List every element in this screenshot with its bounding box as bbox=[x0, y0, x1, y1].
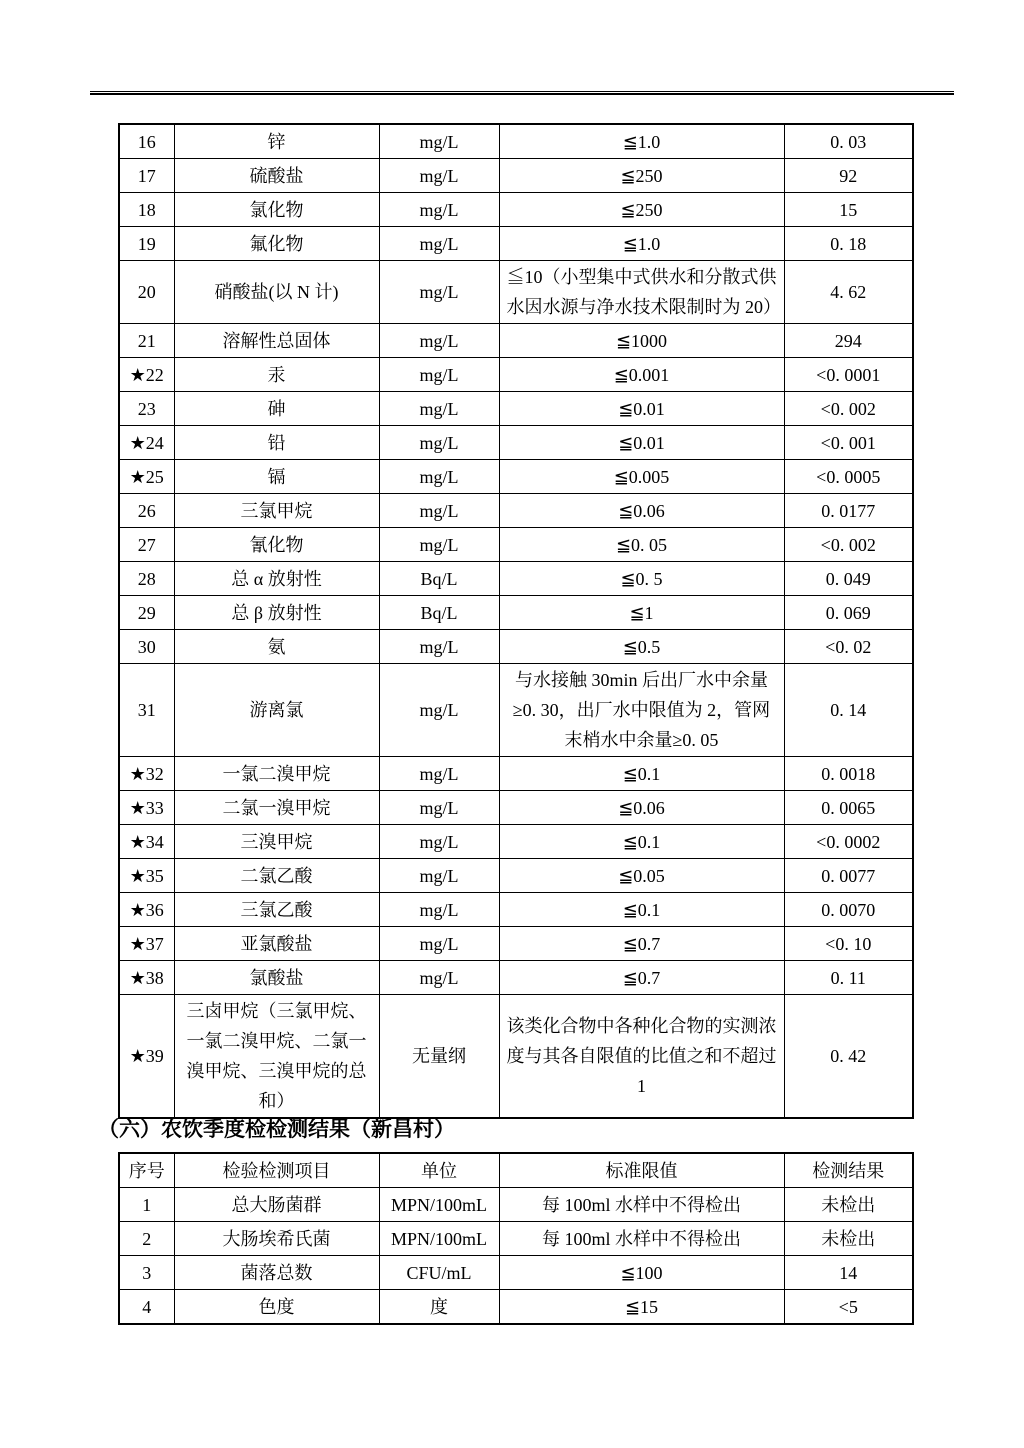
table-row bbox=[119, 392, 913, 426]
row-number-cell: 17 bbox=[119, 159, 174, 193]
table-row bbox=[119, 528, 913, 562]
column-header: 检测结果 bbox=[784, 1153, 913, 1188]
item-cell: 氯化物 bbox=[174, 193, 379, 227]
unit-cell: mg/L bbox=[379, 825, 499, 859]
result-cell: <0. 02 bbox=[784, 630, 913, 664]
table-row bbox=[119, 460, 913, 494]
limit-cell: ≦10（小型集中式供水和分散式供水因水源与净水技术限制时为 20） bbox=[499, 261, 784, 324]
column-header: 标准限值 bbox=[499, 1153, 784, 1188]
row-number-cell: ★37 bbox=[119, 927, 174, 961]
table-row bbox=[119, 859, 913, 893]
table-row bbox=[119, 757, 913, 791]
unit-cell: mg/L bbox=[379, 859, 499, 893]
result-cell: 未检出 bbox=[784, 1222, 913, 1256]
row-number-cell: 18 bbox=[119, 193, 174, 227]
item-cell: 一氯二溴甲烷 bbox=[174, 757, 379, 791]
unit-cell: mg/L bbox=[379, 630, 499, 664]
result-cell: <0. 0002 bbox=[784, 825, 913, 859]
result-cell: 0. 049 bbox=[784, 562, 913, 596]
section-heading: （六）农饮季度检检测结果（新昌村） bbox=[98, 1117, 455, 1141]
result-cell: <0. 001 bbox=[784, 426, 913, 460]
item-cell: 二氯乙酸 bbox=[174, 859, 379, 893]
unit-cell: mg/L bbox=[379, 124, 499, 159]
table-row bbox=[119, 927, 913, 961]
result-cell: <5 bbox=[784, 1290, 913, 1325]
column-header: 单位 bbox=[379, 1153, 499, 1188]
row-number-cell: ★22 bbox=[119, 358, 174, 392]
table-row bbox=[119, 1188, 913, 1222]
item-cell: 汞 bbox=[174, 358, 379, 392]
table-row bbox=[119, 961, 913, 995]
result-cell: <0. 002 bbox=[784, 392, 913, 426]
row-number-cell: ★33 bbox=[119, 791, 174, 825]
table-row bbox=[119, 562, 913, 596]
item-cell: 亚氯酸盐 bbox=[174, 927, 379, 961]
table-row bbox=[119, 426, 913, 460]
result-cell: 0. 0177 bbox=[784, 494, 913, 528]
result-cell: 0. 0065 bbox=[784, 791, 913, 825]
limit-cell: ≦0.05 bbox=[499, 859, 784, 893]
item-cell: 锌 bbox=[174, 124, 379, 159]
limit-cell: 与水接触 30min 后出厂水中余量≥0. 30，出厂水中限值为 2，管网末梢水中余量≥0. 05 bbox=[499, 664, 784, 757]
unit-cell: mg/L bbox=[379, 961, 499, 995]
item-cell: 三卤甲烷（三氯甲烷、一氯二溴甲烷、二氯一溴甲烷、三溴甲烷的总和） bbox=[174, 995, 379, 1119]
unit-cell: 无量纲 bbox=[379, 995, 499, 1119]
item-cell: 总 β 放射性 bbox=[174, 596, 379, 630]
column-header: 检验检测项目 bbox=[174, 1153, 379, 1188]
limit-cell: ≦0.005 bbox=[499, 460, 784, 494]
quarterly-test-table bbox=[118, 1152, 914, 1325]
unit-cell: Bq/L bbox=[379, 596, 499, 630]
result-cell: 0. 42 bbox=[784, 995, 913, 1119]
item-cell: 三氯乙酸 bbox=[174, 893, 379, 927]
unit-cell: mg/L bbox=[379, 261, 499, 324]
result-cell: 0. 18 bbox=[784, 227, 913, 261]
unit-cell: mg/L bbox=[379, 324, 499, 358]
item-cell: 总大肠菌群 bbox=[174, 1188, 379, 1222]
table-row bbox=[119, 1256, 913, 1290]
row-number-cell: ★32 bbox=[119, 757, 174, 791]
limit-cell: 每 100ml 水样中不得检出 bbox=[499, 1188, 784, 1222]
row-number-cell: 28 bbox=[119, 562, 174, 596]
row-number-cell: ★24 bbox=[119, 426, 174, 460]
unit-cell: mg/L bbox=[379, 159, 499, 193]
unit-cell: mg/L bbox=[379, 664, 499, 757]
page-header-rule bbox=[90, 91, 954, 95]
table-row bbox=[119, 596, 913, 630]
row-number-cell: 3 bbox=[119, 1256, 174, 1290]
row-number-cell: 30 bbox=[119, 630, 174, 664]
result-cell: <0. 0001 bbox=[784, 358, 913, 392]
item-cell: 氨 bbox=[174, 630, 379, 664]
item-cell: 氰化物 bbox=[174, 528, 379, 562]
unit-cell: mg/L bbox=[379, 528, 499, 562]
table-row bbox=[119, 261, 913, 324]
unit-cell: mg/L bbox=[379, 358, 499, 392]
row-number-cell: 27 bbox=[119, 528, 174, 562]
result-cell: <0. 0005 bbox=[784, 460, 913, 494]
limit-cell: ≦0.1 bbox=[499, 825, 784, 859]
row-number-cell: ★25 bbox=[119, 460, 174, 494]
row-number-cell: 1 bbox=[119, 1188, 174, 1222]
table-row bbox=[119, 124, 913, 159]
limit-cell: ≦0.1 bbox=[499, 893, 784, 927]
item-cell: 砷 bbox=[174, 392, 379, 426]
limit-cell: ≦100 bbox=[499, 1256, 784, 1290]
row-number-cell: ★34 bbox=[119, 825, 174, 859]
item-cell: 溶解性总固体 bbox=[174, 324, 379, 358]
unit-cell: CFU/mL bbox=[379, 1256, 499, 1290]
row-number-cell: 21 bbox=[119, 324, 174, 358]
unit-cell: mg/L bbox=[379, 460, 499, 494]
table-row bbox=[119, 358, 913, 392]
unit-cell: mg/L bbox=[379, 757, 499, 791]
result-cell: 未检出 bbox=[784, 1188, 913, 1222]
limit-cell: ≦0.001 bbox=[499, 358, 784, 392]
limit-cell: ≦250 bbox=[499, 193, 784, 227]
row-number-cell: ★39 bbox=[119, 995, 174, 1119]
item-cell: 总 α 放射性 bbox=[174, 562, 379, 596]
unit-cell: mg/L bbox=[379, 927, 499, 961]
table-row bbox=[119, 227, 913, 261]
quarterly-table-body bbox=[119, 1188, 913, 1325]
item-cell: 铅 bbox=[174, 426, 379, 460]
unit-cell: MPN/100mL bbox=[379, 1188, 499, 1222]
item-cell: 氟化物 bbox=[174, 227, 379, 261]
item-cell: 菌落总数 bbox=[174, 1256, 379, 1290]
limit-cell: ≦1 bbox=[499, 596, 784, 630]
item-cell: 硝酸盐(以 N 计) bbox=[174, 261, 379, 324]
table-row bbox=[119, 1222, 913, 1256]
result-cell: 0. 0070 bbox=[784, 893, 913, 927]
table-row bbox=[119, 664, 913, 757]
unit-cell: mg/L bbox=[379, 893, 499, 927]
table-row bbox=[119, 159, 913, 193]
table-row bbox=[119, 1290, 913, 1325]
result-cell: 0. 14 bbox=[784, 664, 913, 757]
limit-cell: ≦0.1 bbox=[499, 757, 784, 791]
limit-cell: ≦1000 bbox=[499, 324, 784, 358]
table-row bbox=[119, 995, 913, 1119]
table-row bbox=[119, 630, 913, 664]
item-cell: 二氯一溴甲烷 bbox=[174, 791, 379, 825]
row-number-cell: 16 bbox=[119, 124, 174, 159]
limit-cell: ≦0. 05 bbox=[499, 528, 784, 562]
unit-cell: mg/L bbox=[379, 494, 499, 528]
result-cell: 0. 0077 bbox=[784, 859, 913, 893]
limit-cell: ≦0.5 bbox=[499, 630, 784, 664]
row-number-cell: 19 bbox=[119, 227, 174, 261]
result-cell: 294 bbox=[784, 324, 913, 358]
limit-cell: 该类化合物中各种化合物的实测浓度与其各自限值的比值之和不超过 1 bbox=[499, 995, 784, 1119]
limit-cell: ≦1.0 bbox=[499, 124, 784, 159]
row-number-cell: 23 bbox=[119, 392, 174, 426]
result-cell: 0. 069 bbox=[784, 596, 913, 630]
unit-cell: mg/L bbox=[379, 426, 499, 460]
item-cell: 三溴甲烷 bbox=[174, 825, 379, 859]
row-number-cell: 4 bbox=[119, 1290, 174, 1325]
row-number-cell: ★35 bbox=[119, 859, 174, 893]
item-cell: 游离氯 bbox=[174, 664, 379, 757]
row-number-cell: 20 bbox=[119, 261, 174, 324]
water-quality-table-body bbox=[119, 124, 913, 1118]
limit-cell: ≦0.01 bbox=[499, 392, 784, 426]
unit-cell: MPN/100mL bbox=[379, 1222, 499, 1256]
item-cell: 三氯甲烷 bbox=[174, 494, 379, 528]
row-number-cell: 29 bbox=[119, 596, 174, 630]
limit-cell: ≦0. 5 bbox=[499, 562, 784, 596]
column-header: 序号 bbox=[119, 1153, 174, 1188]
table-row bbox=[119, 791, 913, 825]
row-number-cell: ★38 bbox=[119, 961, 174, 995]
limit-cell: ≦15 bbox=[499, 1290, 784, 1325]
water-quality-table-continued bbox=[118, 123, 914, 1119]
result-cell: 92 bbox=[784, 159, 913, 193]
limit-cell: ≦250 bbox=[499, 159, 784, 193]
unit-cell: mg/L bbox=[379, 193, 499, 227]
result-cell: 0. 11 bbox=[784, 961, 913, 995]
limit-cell: 每 100ml 水样中不得检出 bbox=[499, 1222, 784, 1256]
limit-cell: ≦0.01 bbox=[499, 426, 784, 460]
item-cell: 大肠埃希氏菌 bbox=[174, 1222, 379, 1256]
unit-cell: Bq/L bbox=[379, 562, 499, 596]
result-cell: <0. 10 bbox=[784, 927, 913, 961]
table-row bbox=[119, 893, 913, 927]
unit-cell: mg/L bbox=[379, 227, 499, 261]
unit-cell: 度 bbox=[379, 1290, 499, 1325]
row-number-cell: ★36 bbox=[119, 893, 174, 927]
row-number-cell: 31 bbox=[119, 664, 174, 757]
table-row bbox=[119, 825, 913, 859]
limit-cell: ≦0.06 bbox=[499, 494, 784, 528]
result-cell: 15 bbox=[784, 193, 913, 227]
limit-cell: ≦0.7 bbox=[499, 927, 784, 961]
item-cell: 氯酸盐 bbox=[174, 961, 379, 995]
item-cell: 镉 bbox=[174, 460, 379, 494]
unit-cell: mg/L bbox=[379, 791, 499, 825]
result-cell: 14 bbox=[784, 1256, 913, 1290]
row-number-cell: 2 bbox=[119, 1222, 174, 1256]
result-cell: 4. 62 bbox=[784, 261, 913, 324]
table-row bbox=[119, 494, 913, 528]
limit-cell: ≦1.0 bbox=[499, 227, 784, 261]
limit-cell: ≦0.7 bbox=[499, 961, 784, 995]
result-cell: <0. 002 bbox=[784, 528, 913, 562]
row-number-cell: 26 bbox=[119, 494, 174, 528]
table-header-row bbox=[119, 1153, 913, 1188]
result-cell: 0. 03 bbox=[784, 124, 913, 159]
table-row bbox=[119, 324, 913, 358]
item-cell: 色度 bbox=[174, 1290, 379, 1325]
result-cell: 0. 0018 bbox=[784, 757, 913, 791]
item-cell: 硫酸盐 bbox=[174, 159, 379, 193]
unit-cell: mg/L bbox=[379, 392, 499, 426]
table-row bbox=[119, 193, 913, 227]
limit-cell: ≦0.06 bbox=[499, 791, 784, 825]
